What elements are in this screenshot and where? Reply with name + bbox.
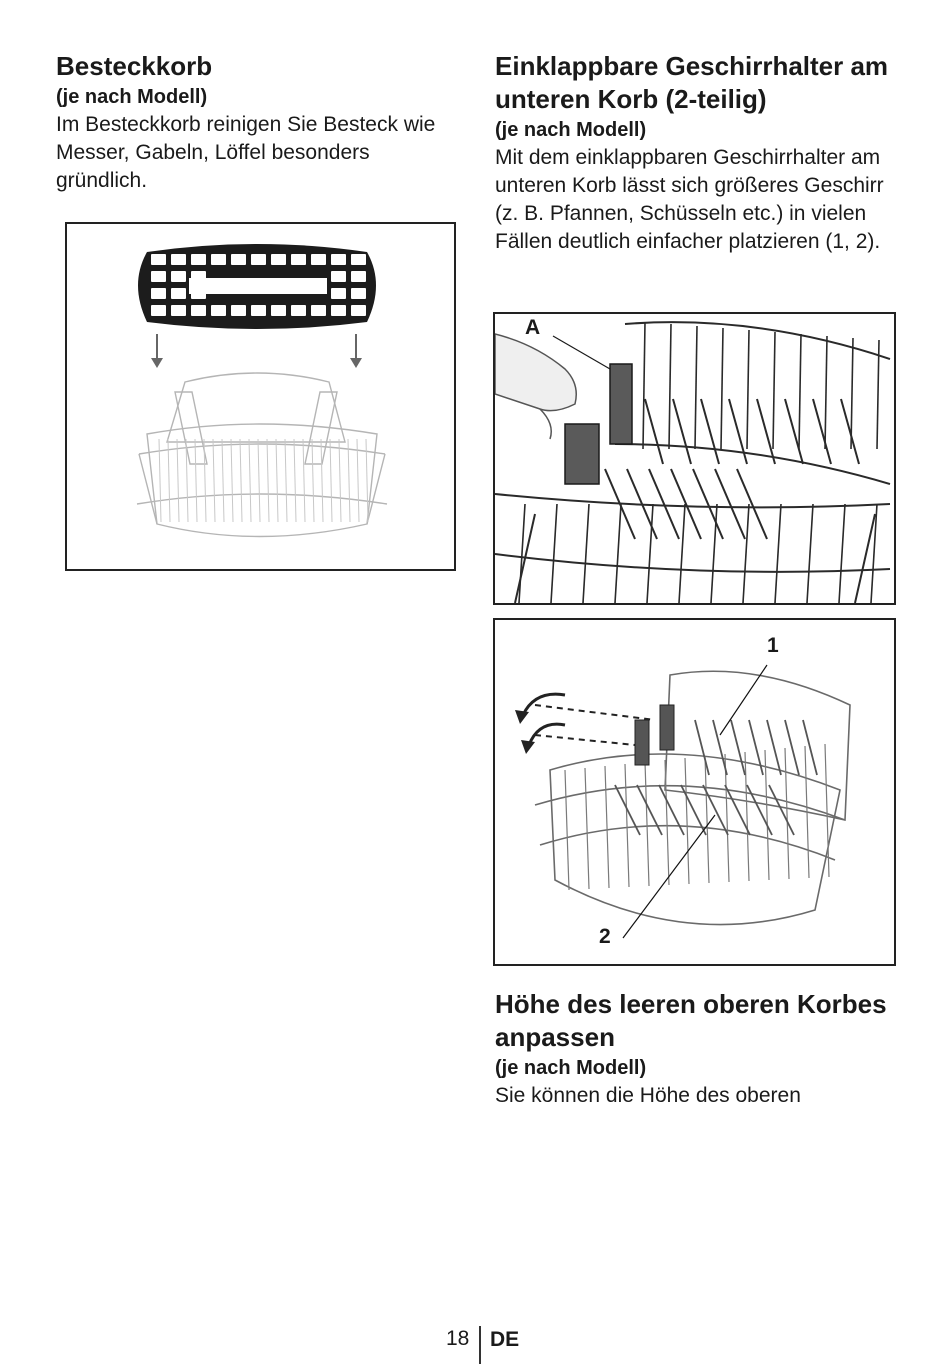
rack-fold-illustration: [495, 620, 894, 964]
section-foldable-holder: [495, 50, 905, 256]
section-subtitle: (je nach Modell): [495, 1057, 647, 1079]
cutlery-basket-figure: [65, 222, 456, 571]
section-body: Im Besteckkorb reinigen Sie Besteck wie Messer, Gabeln, Löffel besonders gründlich.: [56, 113, 436, 192]
rack-figure-a: [493, 312, 896, 605]
footer-divider: [479, 1326, 481, 1364]
section-subtitle: (je nach Modell): [495, 119, 647, 141]
callout-label-1: 1: [767, 634, 779, 657]
section-body: Mit dem einklappbaren Geschirrhalter am unteren Korb lässt sich größeres Geschirr (z. B. Pfannen, Schüsseln etc.) in vielen Fällen deutlich einfacher platzieren (1, 2).: [495, 146, 884, 253]
language-code: DE: [490, 1328, 520, 1351]
section-upper-basket-height: [495, 988, 905, 1110]
section-cutlery-basket: [56, 50, 456, 195]
section-title: Einklappbare Geschirrhalter am unteren Korb (2-teilig): [495, 51, 889, 114]
section-title: Besteckkorb: [56, 51, 213, 81]
rack-figure-12: [493, 618, 896, 966]
callout-label-2: 2: [599, 925, 611, 948]
page-number: 18: [446, 1327, 470, 1350]
cutlery-basket-illustration: [67, 224, 454, 569]
section-body: Sie können die Höhe des oberen: [495, 1084, 801, 1107]
section-subtitle: (je nach Modell): [56, 86, 208, 108]
section-title: Höhe des leeren oberen Korbes anpassen: [495, 989, 887, 1052]
callout-label-a: A: [525, 316, 541, 339]
rack-hand-illustration: [495, 314, 894, 603]
